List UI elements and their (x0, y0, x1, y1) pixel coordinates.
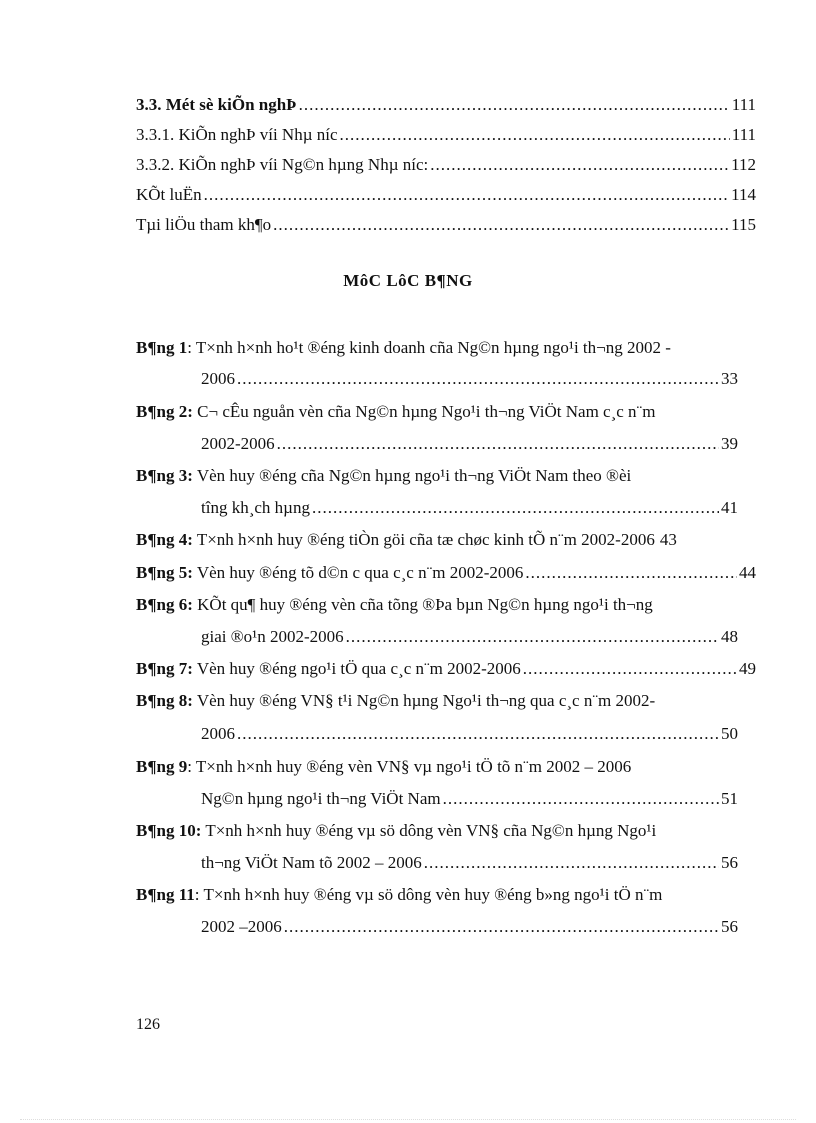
toc-entry (136, 215, 756, 239)
table-entry-text: B¶ng 8: Vèn huy ®éng VN§ t¹i Ng©n hµng Ngo¹i th¬ng qua c¸c n¨m 2002- (136, 691, 656, 710)
table-entry-second-line (201, 724, 738, 748)
table-entry-page: 39 (721, 434, 738, 453)
table-entry-first-line (136, 402, 756, 426)
table-entry-second-line (201, 369, 738, 393)
table-entry-page: 51 (721, 789, 738, 808)
dot-leader (277, 434, 719, 454)
table-label: B¶ng 11 (136, 885, 195, 904)
table-entry-text: B¶ng 3: Vèn huy ®éng cña Ng©n hµng ngo¹i th¬ng ViÖt Nam theo ®èi (136, 466, 632, 485)
toc-entry-page: 111 (731, 125, 756, 144)
table-entry-text: B¶ng 7: Vèn huy ®éng ngo¹i tÖ qua c¸c n¨m 2002-2006 (136, 659, 521, 678)
table-label: B¶ng 1 (136, 338, 188, 357)
table-entry (136, 530, 756, 554)
table-entry-first-line (136, 338, 756, 362)
table-entry-text: 2006 (201, 369, 235, 388)
table-entry-page: 41 (721, 498, 738, 517)
table-label: B¶ng 4: (136, 530, 193, 549)
toc-entry (136, 95, 756, 119)
toc-entry-page: 112 (731, 155, 756, 174)
table-entry-text: 2002 –2006 (201, 917, 282, 936)
table-entry-page: 43 (659, 530, 677, 549)
dot-leader (346, 627, 719, 647)
dot-leader (312, 498, 719, 518)
toc-entry-title: 3.3.2. KiÕn nghÞ víi Ng©n hµng Nhµ níc: (136, 155, 429, 174)
dot-leader (430, 155, 729, 175)
table-entry-text: th¬ng ViÖt Nam tõ 2002 – 2006 (201, 853, 422, 872)
table-label: B¶ng 8: (136, 691, 193, 710)
page-number: 126 (136, 1016, 160, 1033)
toc-entry-title: 3.3.1. KiÕn nghÞ víi Nhµ níc (136, 125, 338, 144)
table-entry-first-line (136, 595, 756, 619)
table-entry-first-line (136, 466, 756, 490)
table-entry-second-line (201, 789, 738, 813)
table-entry-first-line (136, 757, 756, 781)
table-entry-first-line (136, 691, 756, 715)
table-entry-text: B¶ng 6: KÕt qu¶ huy ®éng vèn cña tõng ®Þa bµn Ng©n hµng ngo¹i th¬ng (136, 595, 653, 614)
table-entry-text: B¶ng 1: T×nh h×nh ho¹t ®éng kinh doanh cña Ng©n hµng ngo¹i th¬ng 2002 - (136, 338, 671, 357)
table-entry-page: 56 (721, 853, 738, 872)
table-entry (136, 563, 756, 587)
table-entry-text: Ng©n hµng ngo¹i th¬ng ViÖt Nam (201, 789, 441, 808)
toc-entry-title: Tµi liÖu tham kh¶o (136, 215, 272, 234)
table-entry-text: giai ®o¹n 2002-2006 (201, 627, 344, 646)
table-entry-page: 44 (739, 563, 756, 582)
dot-leader (284, 917, 719, 937)
table-label: B¶ng 9 (136, 757, 188, 776)
toc-entry-page: 114 (731, 185, 756, 204)
table-label: B¶ng 2: (136, 402, 193, 421)
toc-entry-page: 111 (731, 95, 756, 114)
dot-leader (204, 185, 729, 205)
table-label: B¶ng 7: (136, 659, 193, 678)
dot-leader (237, 724, 719, 744)
dot-leader (237, 369, 719, 389)
toc-entry (136, 155, 756, 179)
table-entry-text: B¶ng 4: T×nh h×nh huy ®éng tiÒn göi cña tæ chøc kinh tÕ n¨m 2002-2006 (136, 530, 655, 549)
tables-heading: MôC LôC B¶NG (343, 271, 473, 290)
table-entry-second-line (201, 853, 738, 877)
table-entry-page: 50 (721, 724, 738, 743)
table-label: B¶ng 3: (136, 466, 193, 485)
table-entry-text: B¶ng 9: T×nh h×nh huy ®éng vèn VN§ vµ ngo¹i tÖ tõ n¨m 2002 – 2006 (136, 757, 632, 776)
toc-entry (136, 185, 756, 209)
page-bottom-divider (20, 1119, 796, 1120)
table-entry-text: B¶ng 11: T×nh h×nh huy ®éng vµ sö dông vèn huy ®éng b»ng ngo¹i tÖ n¨m (136, 885, 663, 904)
dot-leader (299, 95, 730, 115)
table-entry-second-line (201, 498, 738, 522)
table-entry-first-line (136, 885, 756, 909)
table-entry-page: 48 (721, 627, 738, 646)
dot-leader (525, 563, 737, 583)
toc-entry (136, 125, 756, 149)
table-entry-page: 56 (721, 917, 738, 936)
table-label: B¶ng 10: (136, 821, 202, 840)
table-entry-second-line (201, 917, 738, 941)
table-entry-text: B¶ng 5: Vèn huy ®éng tõ d©n c qua c¸c n¨m 2002-2006 (136, 563, 524, 582)
toc-entry-title: 3.3. Mét sè kiÕn nghÞ (136, 95, 297, 114)
table-entry-text: 2002-2006 (201, 434, 275, 453)
dot-leader (424, 853, 719, 873)
table-entry-first-line (136, 821, 756, 845)
dot-leader (523, 659, 737, 679)
toc-entry-title: KÕt luËn (136, 185, 202, 204)
table-entry-text: tîng kh¸ch hµng (201, 498, 310, 517)
table-entry (136, 659, 756, 683)
table-label: B¶ng 6: (136, 595, 193, 614)
table-entry-page: 49 (739, 659, 756, 678)
table-entry-page: 33 (721, 369, 738, 388)
toc-entry-page: 115 (731, 215, 756, 234)
dot-leader (340, 125, 730, 145)
table-label: B¶ng 5: (136, 563, 193, 582)
table-entry-second-line (201, 627, 738, 651)
table-entry-text: B¶ng 2: C¬ cÊu nguån vèn cña Ng©n hµng Ngo¹i th¬ng ViÖt Nam c¸c n¨m (136, 402, 656, 421)
table-entry-second-line (201, 434, 738, 458)
table-entry-text: 2006 (201, 724, 235, 743)
dot-leader (273, 215, 729, 235)
dot-leader (443, 789, 719, 809)
table-entry-text: B¶ng 10: T×nh h×nh huy ®éng vµ sö dông vèn VN§ cña Ng©n hµng Ngo¹i (136, 821, 657, 840)
